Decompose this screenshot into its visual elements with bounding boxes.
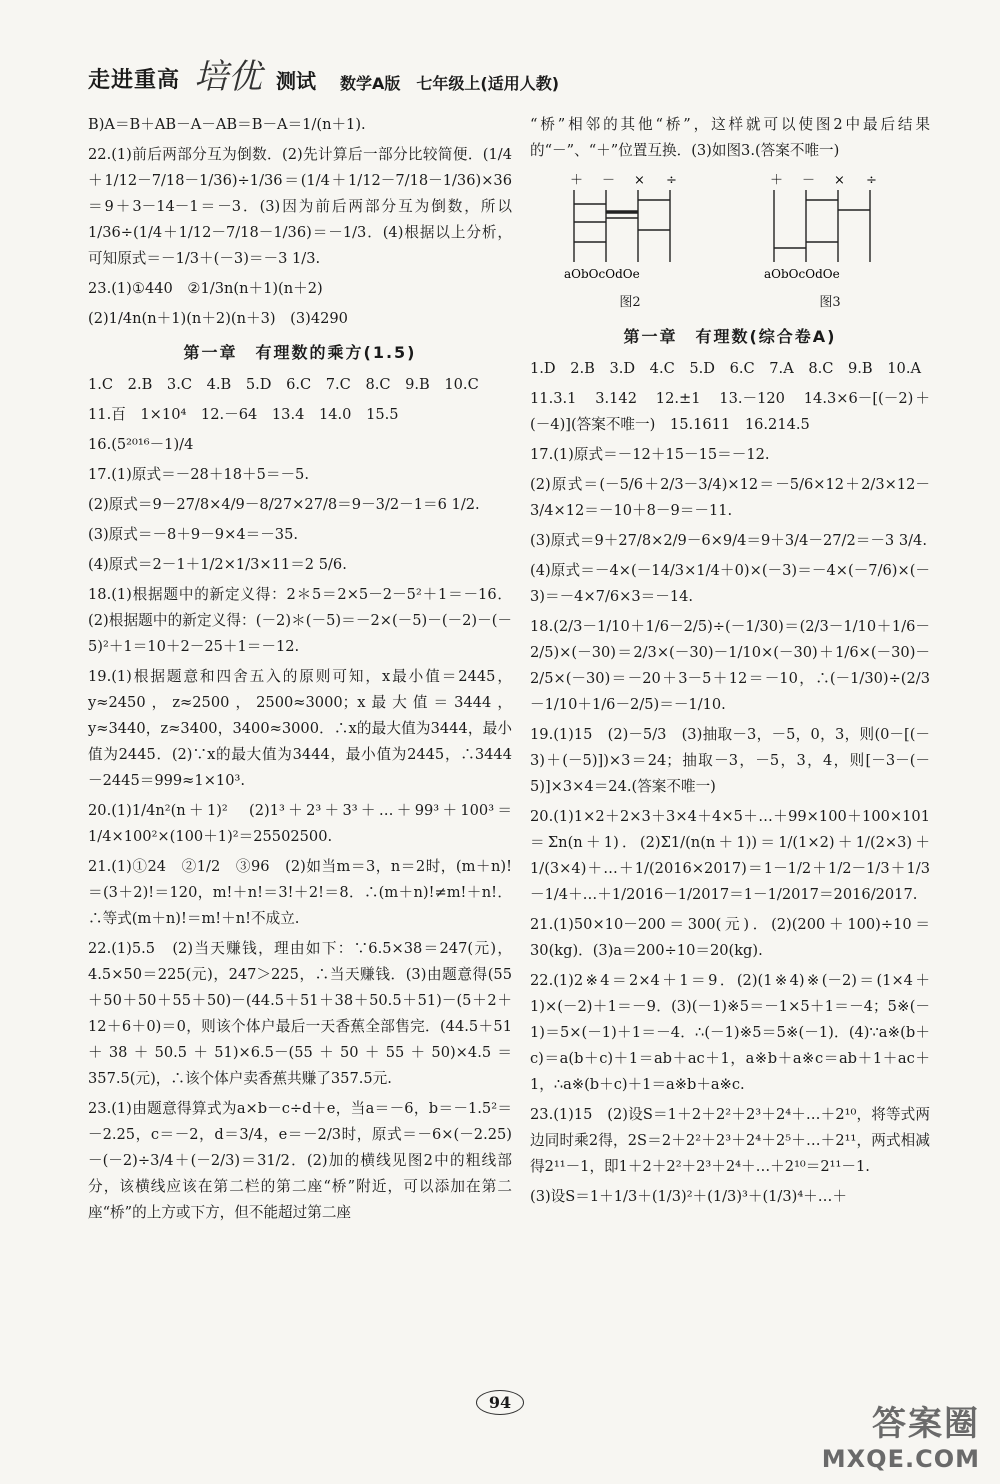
- fig3-lines: [774, 190, 870, 262]
- header-brand: 走进重高: [88, 68, 181, 93]
- section-title: 第一章 有理数的乘方(1.5): [183, 343, 417, 362]
- fig3-label-minus: －: [802, 173, 816, 188]
- figure-3: [760, 170, 900, 316]
- answer-paragraph: 22.(1)5.5 (2)当天赚钱，理由如下：∵6.5×38＝247(元)，4.5×50＝225(元)，247＞225，∴当天赚钱．(3)由题意得(55＋50＋50＋55＋50)－(44.5＋51＋38＋50.5＋51)－(5＋2＋12＋6＋0)＝0，则该个体户最后一天香蕉全部售完．(44.5＋51＋38＋50.5＋51)×6.5－(55＋50＋55＋50)×4.5＝357.5(元)，∴该个体户卖香蕉共赚了357.5元.: [88, 940, 512, 1087]
- section-title: 第一章 有理数(综合卷A): [623, 327, 837, 346]
- answer-paragraph: 23.(1)由题意得算式为a×b－c÷d＋e，当a＝－6，b＝－1.5²＝－2.25，c＝－2，d＝3/4，e＝－2/3时，原式＝－6×(－2.25)－(－2)÷3/4＋(－2/3)＝31/2．(2)加的横线见图2中的粗线部分，该横线应该在第二栏的第二座“桥”附近，可以添加在第二座“桥”的上方或下方，但不能超过第二座: [88, 1100, 512, 1221]
- answer-paragraph: 1.D 2.B 3.D 4.C 5.D 6.C 7.A 8.C 9.B 10.A: [530, 360, 921, 377]
- fig2-label-div: ÷: [666, 173, 677, 188]
- answer-paragraph: 23.(1)①440 ②1/3n(n＋1)(n＋2): [88, 280, 323, 297]
- fig2-lines: [574, 190, 670, 262]
- fig3-bottom-labels: aObOcOdOe: [764, 267, 840, 281]
- answer-paragraph: (3)原式＝9＋27/8×2/9－6×9/4＝9＋3/4－27/2＝－3 3/4.: [530, 532, 927, 549]
- page-number: [445, 1382, 555, 1422]
- answer-paragraph: (2)1/4n(n＋1)(n＋2)(n＋3) (3)4290: [88, 310, 348, 327]
- answer-paragraph: (3)原式＝－8＋9－9×4＝－35.: [88, 526, 298, 543]
- answer-paragraph: 11.百 1×10⁴ 12.－64 13.4 14.0 15.5: [88, 406, 399, 423]
- fig2-bottom-labels: aObOcOdOe: [564, 267, 640, 281]
- answer-paragraph: 21.(1)①24 ②1/2 ③96 (2)如当m＝3，n＝2时，(m＋n)!＝(3＋2)!＝120，m!＋n!＝3!＋2!＝8．∴(m＋n)!≠m!＋n!．∴等式(m＋n)!＝m!＋n!不成立.: [88, 858, 512, 927]
- watermark-line1: 答案圈: [872, 1404, 980, 1444]
- answer-paragraph: (3)设S＝1＋1/3＋(1/3)²＋(1/3)³＋(1/3)⁴＋…＋: [530, 1188, 847, 1205]
- answer-paragraph: 17.(1)原式＝－12＋15－15＝－12.: [530, 446, 770, 463]
- answer-paragraph: B)A＝B＋AB－A－AB＝B－A＝1/(n＋1).: [88, 116, 366, 133]
- page-number-text: 94: [476, 1390, 524, 1415]
- answer-paragraph: (2)原式＝9－27/8×4/9－8/27×27/8＝9－3/2－1＝6 1/2.: [88, 496, 480, 513]
- header-logo: 培优: [194, 57, 263, 97]
- fig2-label-times: ×: [634, 173, 645, 188]
- watermark-line2: MXQE.COM: [821, 1445, 980, 1473]
- answer-paragraph: (4)原式＝2－1＋1/2×1/3×11＝2 5/6.: [88, 556, 347, 573]
- fig3-label-times: ×: [834, 173, 845, 188]
- right-column-content: [530, 324, 930, 1210]
- fig2-label-plus: ＋: [570, 173, 584, 188]
- figure-2-diagram: [560, 170, 700, 290]
- answer-paragraph: 18.(2/3－1/10＋1/6－2/5)÷(－1/30)＝(2/3－1/10＋1/6－2/5)×(－30)＝2/3×(－30)－1/10×(－30)＋1/6×(－30)－2/5×(－30)＝－20＋3－5＋12＝－10，∴(－1/30)÷(2/3－1/10＋1/6－2/5)＝－1/10.: [530, 618, 930, 713]
- figure-3-caption: 图3: [819, 295, 841, 310]
- page-header: [88, 38, 928, 97]
- answer-paragraph: (4)原式＝－4×(－14/3×1/4＋0)×(－3)＝－4×(－7/6)×(－3)＝－4×7/6×3＝－14.: [530, 562, 930, 605]
- answer-paragraph: (2)原式＝(－5/6＋2/3－3/4)×12＝－5/6×12＋2/3×12－3/4×12＝－10＋8－9＝－11.: [530, 476, 930, 519]
- answer-paragraph: 20.(1)1/4n²(n＋1)² (2)1³＋2³＋3³＋…＋99³＋100³＝1/4×100²×(100＋1)²＝25502500.: [88, 802, 512, 845]
- answer-paragraph: 23.(1)15 (2)设S＝1＋2＋2²＋2³＋2⁴＋…＋2¹⁰，将等式两边同时乘2得，2S＝2＋2²＋2³＋2⁴＋2⁵＋…＋2¹¹，两式相减得2¹¹－1，即1＋2＋2²＋2³＋2⁴＋…＋2¹⁰＝2¹¹－1.: [530, 1106, 930, 1175]
- answer-paragraph: 17.(1)原式＝－28＋18＋5＝－5.: [88, 466, 309, 483]
- answer-paragraph: 1.C 2.B 3.C 4.B 5.D 6.C 7.C 8.C 9.B 10.C: [88, 376, 479, 393]
- header-subtitle: 数学A版 七年级上(适用人教): [340, 74, 560, 93]
- right-column: [530, 112, 930, 1214]
- figures: [530, 170, 930, 316]
- answer-paragraph: 22.(1)前后两部分互为倒数．(2)先计算后一部分比较简便．(1/4＋1/12－7/18－1/36)÷1/36＝(1/4＋1/12－7/18－1/36)×36＝9＋3－14－1＝－3．(3)因为前后两部分互为倒数，所以1/36÷(1/4＋1/12－7/18－1/36)＝－1/3．(4)根据以上分析，可知原式＝－1/3＋(－3)＝－3 1/3.: [88, 146, 512, 267]
- answer-paragraph: 20.(1)1×2＋2×3＋3×4＋4×5＋…＋99×100＋100×101＝Σn(n＋1)．(2)Σ1/(n(n＋1))＝1/(1×2)＋1/(2×3)＋1/(3×4)＋…＋1/(2016×2017)＝1－1/2＋1/2－1/3＋1/3－1/4＋…＋1/2016－1/2017＝1－1/2017＝2016/2017.: [530, 808, 930, 903]
- figure-2-caption: 图2: [619, 295, 641, 310]
- answer-paragraph: 21.(1)50×10－200＝300(元)．(2)(200＋100)÷10＝30(kg)．(3)a＝200÷10＝20(kg).: [530, 916, 930, 959]
- watermark: [760, 1396, 980, 1476]
- answer-paragraph: 22.(1)2※4＝2×4＋1＝9．(2)(1※4)※(－2)＝(1×4＋1)×(－2)＋1＝－9．(3)(－1)※5＝－1×5＋1＝－4；5※(－1)＝5×(－1)＋1＝－4．∴(－1)※5＝5※(－1)．(4)∵a※(b＋c)＝a(b＋c)＋1＝ab＋ac＋1，a※b＋a※c＝ab＋1＋ac＋1，∴a※(b＋c)＋1＝a※b＋a※c.: [530, 972, 930, 1093]
- fig3-label-plus: ＋: [770, 173, 784, 188]
- answer-paragraph: 19.(1)15 (2)－5/3 (3)抽取－3，－5，0，3，则(0－[(－3)＋(－5)])×3＝24；抽取－3，－5，3，4，则[－3－(－5)]×3×4＝24.(答案不唯一): [530, 726, 930, 795]
- header-test: 测试: [276, 69, 317, 93]
- figure-2: [560, 170, 700, 316]
- fig3-label-div: ÷: [866, 173, 877, 188]
- answer-paragraph: 19.(1)根据题意和四舍五入的原则可知，x最小值＝2445，y≈2450，z≈2500，2500≈3000；x最大值＝3444，y≈3440，z≈3400，3400≈3000．∴x的最大值为3444，最小值为2445．(2)∵x的最大值为3444，最小值为2445，∴3444－2445＝999≈1×10³.: [88, 668, 512, 789]
- figure-3-diagram: [760, 170, 900, 290]
- right-column-top-text: “桥”相邻的其他“桥”，这样就可以使图2中最后结果的“－”、“＋”位置互换．(3)如图3.(答案不唯一): [530, 116, 930, 159]
- left-column: [88, 112, 512, 1230]
- answer-paragraph: 16.(5²⁰¹⁶－1)/4: [88, 436, 194, 453]
- answer-paragraph: 18.(1)根据题中的新定义得：2＊5＝2×5－2－5²＋1＝－16．(2)根据题中的新定义得：(－2)＊(－5)＝－2×(－5)－(－2)－(－5)²＋1＝10＋2－25＋1＝－12.: [88, 586, 512, 655]
- fig2-label-minus: －: [602, 173, 616, 188]
- answer-paragraph: 11.3.1 3.142 12.±1 13.－120 14.3×6－[(－2)＋(－4)](答案不唯一) 15.1611 16.214.5: [530, 390, 930, 433]
